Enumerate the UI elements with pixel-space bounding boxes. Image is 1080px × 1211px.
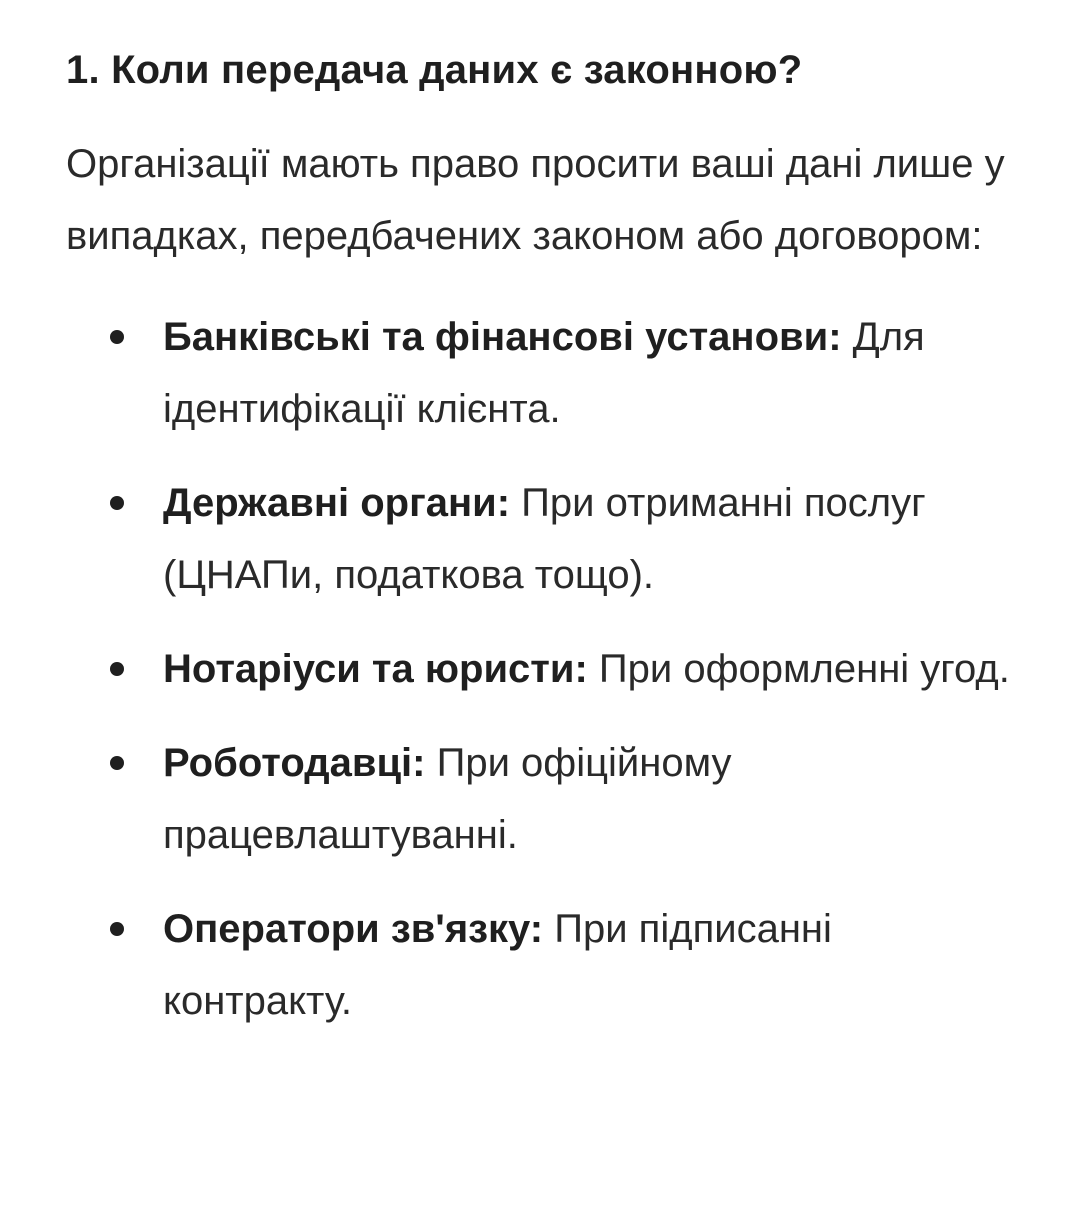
list-item-term: Банківські та фінансові установи:	[163, 315, 842, 359]
bullet-icon	[110, 330, 124, 344]
list-item-term: Державні органи:	[163, 481, 511, 525]
list-item-term: Оператори зв'язку:	[163, 907, 544, 951]
bullet-icon	[110, 662, 124, 676]
bullet-list	[66, 272, 1020, 1037]
bullet-icon	[110, 496, 124, 510]
list-item-text: При підписанні контракту.	[163, 907, 832, 1023]
list-item-term: Нотаріуси та юристи:	[163, 647, 588, 691]
list-item	[66, 727, 1020, 871]
list-item-text: Для ідентифікації клієнта.	[163, 315, 925, 431]
list-item	[66, 301, 1020, 445]
list-item-text: При оформленні угод.	[587, 647, 1010, 691]
intro-paragraph: Організації мають право просити ваші дані лише у випадках, передбачених законом або договором:	[66, 142, 1005, 258]
list-item-term: Роботодавці:	[163, 741, 426, 785]
bullet-icon	[110, 922, 124, 936]
list-item	[66, 633, 1020, 705]
list-item	[66, 893, 1020, 1037]
bullet-icon	[110, 756, 124, 770]
list-item	[66, 467, 1020, 611]
list-item-text: При офіційному працевлаштуванні.	[163, 741, 732, 857]
section-heading: 1. Коли передача даних є законною?	[66, 48, 803, 92]
list-item-text: При отриманні послуг (ЦНАПи, податкова тощо).	[163, 481, 926, 597]
